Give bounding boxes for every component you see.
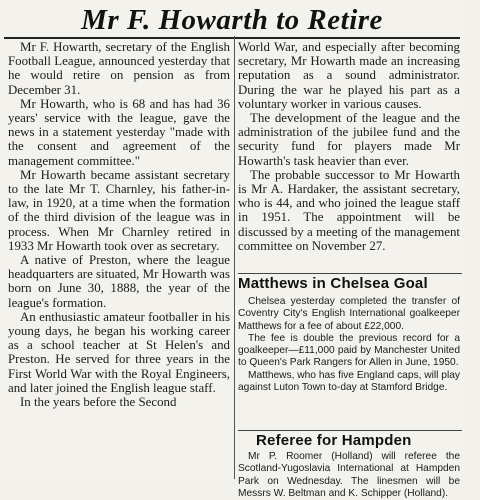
main-article-right-column bbox=[238, 40, 460, 272]
article-paragraph: In the years before the Second bbox=[20, 395, 177, 410]
hampden-article-body bbox=[238, 451, 460, 499]
matthews-article-title: Matthews in Chelsea Goal bbox=[238, 275, 428, 292]
article-paragraph: Chelsea yesterday completed the transfer of Coventry City's English International goalkeeper Matthews for a fee of about £22,000. bbox=[238, 296, 460, 332]
section-rule bbox=[238, 273, 462, 274]
article-paragraph: The probable successor to Mr Howarth is Mr A. Hardaker, the assistant secretary, who is 44, and who joined the league staff in 1951. The appointment will be discussed by a meeting of the management committee on November 27. bbox=[238, 167, 460, 253]
article-paragraph: The development of the league and the administration of the jubilee fund and the security fund for players made Mr Howarth's task heavier than ever. bbox=[238, 111, 460, 168]
main-article-left-column bbox=[8, 40, 230, 480]
article-paragraph: Mr Howarth became assistant secretary to the late Mr T. Charnley, his father-in-law, in 1920, at a time when the formation of the third division of the league was in process. When Mr Charnley retired in 1933 Mr Howarth took over as secretary. bbox=[8, 167, 230, 253]
article-paragraph: Mr F. Howarth, secretary of the English Football League, announced yesterday that he would retire on pension as from December 31. bbox=[8, 40, 230, 97]
article-paragraph: Mr P. Roomer (Holland) will referee the Scotland-Yugoslavia International at Hampden Park on Wednesday. The linesmen will be Messrs W. Beltman and K. Schipper (Holland). bbox=[238, 451, 460, 499]
section-rule bbox=[238, 430, 462, 431]
article-paragraph: The fee is double the previous record for a goalkeeper—£11,000 paid by Manchester United to Queen's Park Rangers for Allen in June, 1950. bbox=[238, 332, 460, 369]
hampden-article-title: Referee for Hampden bbox=[256, 432, 412, 449]
headline: Mr F. Howarth to Retire bbox=[81, 4, 383, 36]
headline-rule bbox=[4, 37, 460, 39]
article-paragraph: An enthusiastic amateur footballer in his young days, he began his working career as a school teacher at St Helen's and Preston. He served for three years in the First World War with the Royal Engineers, and later joined the English league staff. bbox=[8, 309, 230, 395]
article-paragraph: A native of Preston, where the league headquarters are situated, Mr Howarth was born on June 30, 1888, the year of the league's formation. bbox=[8, 253, 230, 310]
column-divider bbox=[234, 36, 235, 479]
article-paragraph: Mr Howarth, who is 68 and has had 36 years' service with the league, gave the news in a statement yesterday "made with the consent and agreement of the management committee." bbox=[8, 96, 230, 168]
article-paragraph: Matthews, who has five England caps, will play against Luton Town to-day at Stamford Bridge. bbox=[238, 369, 460, 394]
article-paragraph: World War, and especially after becoming secretary, Mr Howarth made an increasing reputation as a sound administrator. During the war he played his part as a voluntary worker in various causes. bbox=[238, 40, 460, 111]
matthews-article-body bbox=[238, 296, 460, 430]
